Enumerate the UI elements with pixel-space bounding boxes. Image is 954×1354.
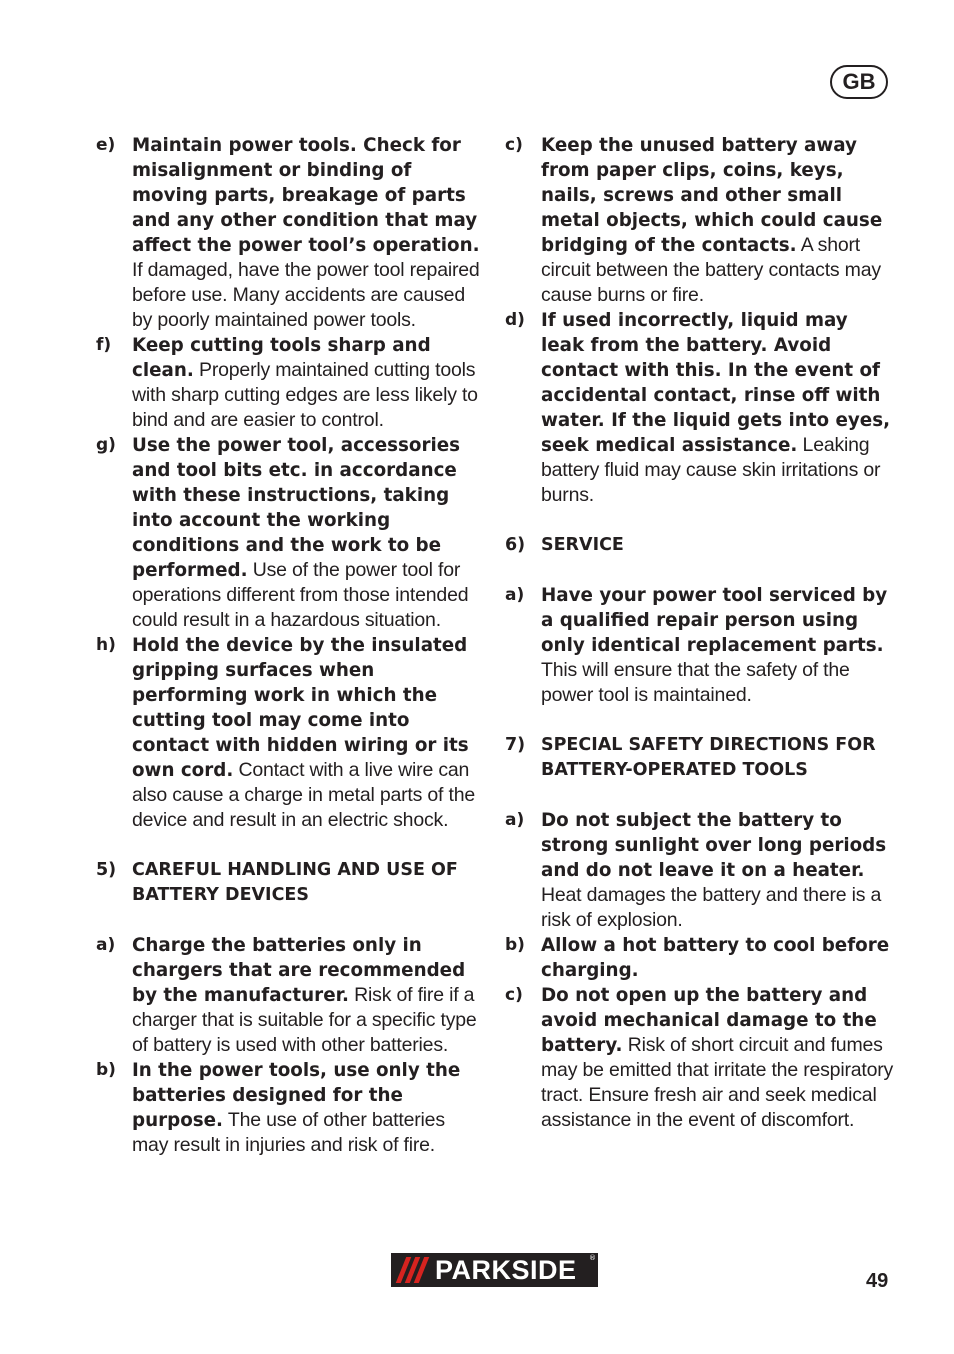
item-bold-text: Use the power tool, accessories and tool bits etc. in accordance with these instructions, taking into account the working conditions and the work to be performed. (132, 435, 461, 581)
section-heading (505, 733, 895, 783)
section-heading (96, 858, 486, 908)
item-label: a) (505, 810, 525, 830)
item-bold-text: Maintain power tools. Check for misalignment or binding of moving parts, breakage of parts and any other condition that may affect the power tool’s operation. (132, 135, 480, 256)
page-number: 49 (866, 1270, 889, 1292)
item-bold-text: Keep the unused battery away from paper clips, coins, keys, nails, screws and other small metal objects, which could cause bridging of the contacts. (541, 135, 883, 256)
item-bold-text: Do not subject the battery to strong sunlight over long periods and do not leave it on a heater. (541, 810, 887, 881)
item-label: h) (96, 635, 116, 655)
item-label: g) (96, 435, 116, 455)
logo-wordmark: PARKSIDE (435, 1254, 577, 1285)
parkside-logo (391, 1253, 598, 1287)
language-badge: GB (830, 65, 888, 99)
item-label: e) (96, 135, 116, 155)
item-bold-text: Allow a hot battery to cool before charging. (541, 935, 890, 981)
item-bold-text: Do not open up the battery and avoid mechanical damage to the battery. (541, 985, 877, 1056)
item-bold-text: Have your power tool serviced by a qualified repair person using only identical replacement parts. (541, 585, 888, 656)
list-item (96, 933, 486, 1058)
list-item (96, 333, 486, 433)
list-item (505, 983, 895, 1133)
item-label: b) (96, 1060, 116, 1080)
item-bold-text: Keep cutting tools sharp and clean. (132, 335, 431, 381)
item-text: The use of other batteries may result in injuries and risk of fire. (132, 1109, 445, 1156)
list-item (505, 933, 895, 983)
item-bold-text: Hold the device by the insulated gripping surfaces when performing work in which the cutting tool may come into contact with hidden wiring or its own cord. (132, 635, 469, 781)
list-item (96, 433, 486, 633)
item-bold-text: In the power tools, use only the batteries designed for the purpose. (132, 1060, 461, 1131)
section-title: CAREFUL HANDLING AND USE OF BATTERY DEVICES (132, 860, 458, 905)
item-text: Risk of fire if a charger that is suitable for a specific type of battery is used with other batteries. (132, 984, 477, 1056)
section-number: 6) (505, 535, 526, 555)
item-bold-text: Charge the batteries only in chargers that are recommended by the manufacturer. (132, 935, 466, 1006)
list-item (505, 583, 895, 708)
item-text: Risk of short circuit and fumes may be emitted that irritate the respiratory tract. Ensure fresh air and seek medical assistance in the event of discomfort. (541, 1034, 894, 1131)
list-item (96, 633, 486, 833)
left-column (96, 133, 486, 1158)
item-text: Contact with a live wire can also cause a charge in metal parts of the device and result in an electric shock. (132, 759, 476, 831)
section-title: SPECIAL SAFETY DIRECTIONS FOR BATTERY-OPERATED TOOLS (541, 735, 876, 780)
item-label: c) (505, 985, 523, 1005)
logo-stripes-icon (391, 1253, 435, 1287)
section-heading (505, 533, 895, 558)
item-text: A short circuit between the battery contacts may cause burns or fire. (541, 234, 881, 306)
list-item (505, 133, 895, 308)
item-label: a) (96, 935, 116, 955)
item-label: d) (505, 310, 525, 330)
item-label: c) (505, 135, 523, 155)
list-item (505, 808, 895, 933)
item-label: f) (96, 335, 112, 355)
section-number: 5) (96, 860, 117, 880)
item-label: a) (505, 585, 525, 605)
section-number: 7) (505, 735, 526, 755)
item-label: b) (505, 935, 525, 955)
right-column (505, 133, 895, 1133)
item-text: Use of the power tool for operations different from those intended could result in a hazardous situation. (132, 559, 469, 631)
list-item (505, 308, 895, 508)
item-text: If damaged, have the power tool repaired before use. Many accidents are caused by poorly maintained power tools. (132, 259, 480, 331)
item-text: Heat damages the battery and there is a risk of explosion. (541, 884, 882, 931)
item-text: This will ensure that the safety of the power tool is maintained. (541, 659, 850, 706)
item-text: Leaking battery fluid may cause skin irritations or burns. (541, 434, 881, 506)
section-title: SERVICE (541, 535, 624, 555)
list-item (96, 1058, 486, 1158)
list-item (96, 133, 486, 333)
registered-mark: ® (589, 1254, 596, 1262)
item-text: Properly maintained cutting tools with sharp cutting edges are less likely to bind and are easier to control. (132, 359, 478, 431)
item-bold-text: If used incorrectly, liquid may leak from the battery. Avoid contact with this. In the event of accidental contact, rinse off with water. If the liquid gets into eyes, seek medical assistance. (541, 310, 891, 456)
